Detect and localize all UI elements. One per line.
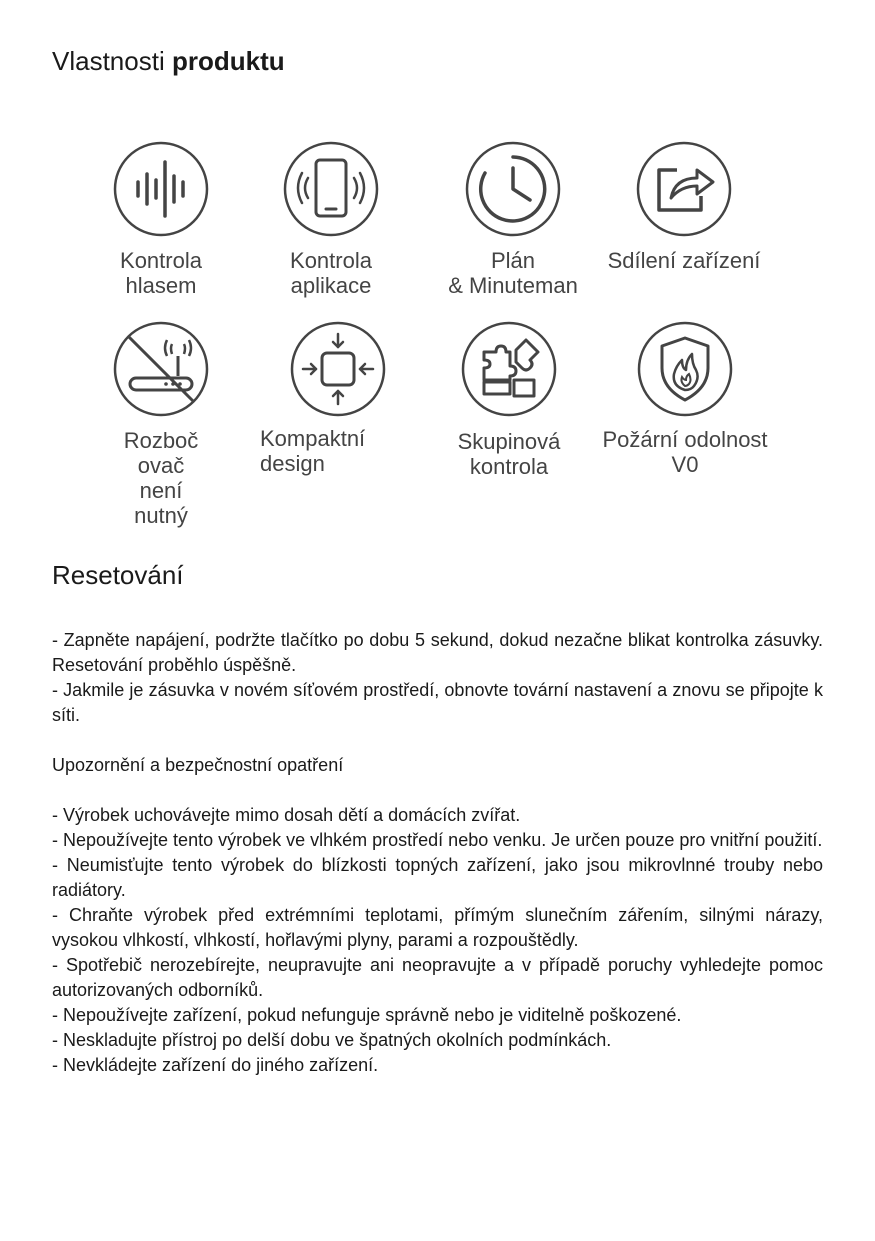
feature-schedule (423, 140, 603, 298)
feature-fire-resistance (595, 320, 775, 477)
fire-shield-icon (636, 320, 734, 418)
feature-label: Plán & Minuteman (448, 248, 578, 298)
feature-compact-design (248, 320, 428, 476)
feature-label: Kontrola hlasem (120, 248, 202, 298)
puzzle-icon (460, 320, 558, 418)
title-bold: produktu (171, 46, 285, 76)
feature-group-control (419, 320, 599, 479)
list-item: - Nevkládejte zařízení do jiného zařízení. (52, 1055, 379, 1075)
title-light: Vlastnosti (52, 46, 165, 76)
phone-app-icon (282, 140, 380, 238)
feature-label: Rozboč ovač není nutný (123, 428, 199, 528)
compact-icon (289, 320, 387, 418)
reset-section-title: Resetování (52, 560, 184, 590)
feature-no-hub (71, 320, 251, 528)
reset-instructions (52, 628, 823, 728)
no-router-icon (112, 320, 210, 418)
feature-label: Požární odolnost V0 (602, 427, 768, 477)
list-item: - Jakmile je zásuvka v novém síťovém prostředí, obnovte tovární nastavení a znovu se připojte k síti. (52, 680, 823, 725)
feature-label: Kompaktní design (260, 426, 366, 476)
list-item: - Zapněte napájení, podržte tlačítko po dobu 5 sekund, dokud nezačne blikat kontrolka zásuvky. Resetování proběhlo úspěšně. (52, 630, 823, 675)
feature-label: Kontrola aplikace (290, 248, 372, 298)
list-item: - Chraňte výrobek před extrémními teplotami, přímým slunečním zářením, silnými nárazy, vysokou vlhkostí, vlhkostí, hořlavými plyny, parami a rozpouštědly. (52, 905, 823, 950)
list-item: - Neumisťujte tento výrobek do blízkosti topných zařízení, jako jsou mikrovlnné trouby nebo radiátory. (52, 855, 823, 900)
list-item: - Výrobek uchovávejte mimo dosah dětí a domácích zvířat. (52, 805, 521, 825)
clock-icon (464, 140, 562, 238)
list-item: - Nepoužívejte zařízení, pokud nefunguje správně nebo je viditelně poškozené. (52, 1005, 682, 1025)
voice-wave-icon (112, 140, 210, 238)
list-item: - Nepoužívejte tento výrobek ve vlhkém prostředí nebo venku. Je určen pouze pro vnitřní použití. (52, 830, 823, 850)
share-icon (635, 140, 733, 238)
page-title (52, 46, 285, 77)
feature-voice-control (71, 140, 251, 298)
feature-device-sharing (594, 140, 774, 273)
list-item: - Neskladujte přístroj po delší dobu ve špatných okolních podmínkách. (52, 1030, 612, 1050)
feature-label: Sdílení zařízení (607, 248, 761, 273)
safety-section-title: Upozornění a bezpečnostní opatření (52, 755, 344, 775)
list-item: - Spotřebič nerozebírejte, neupravujte ani neopravujte a v případě poruchy vyhledejte pomoc autorizovaných odborníků. (52, 955, 823, 1000)
feature-label: Skupinová kontrola (457, 429, 561, 479)
feature-app-control (241, 140, 421, 298)
safety-instructions (52, 803, 823, 1078)
